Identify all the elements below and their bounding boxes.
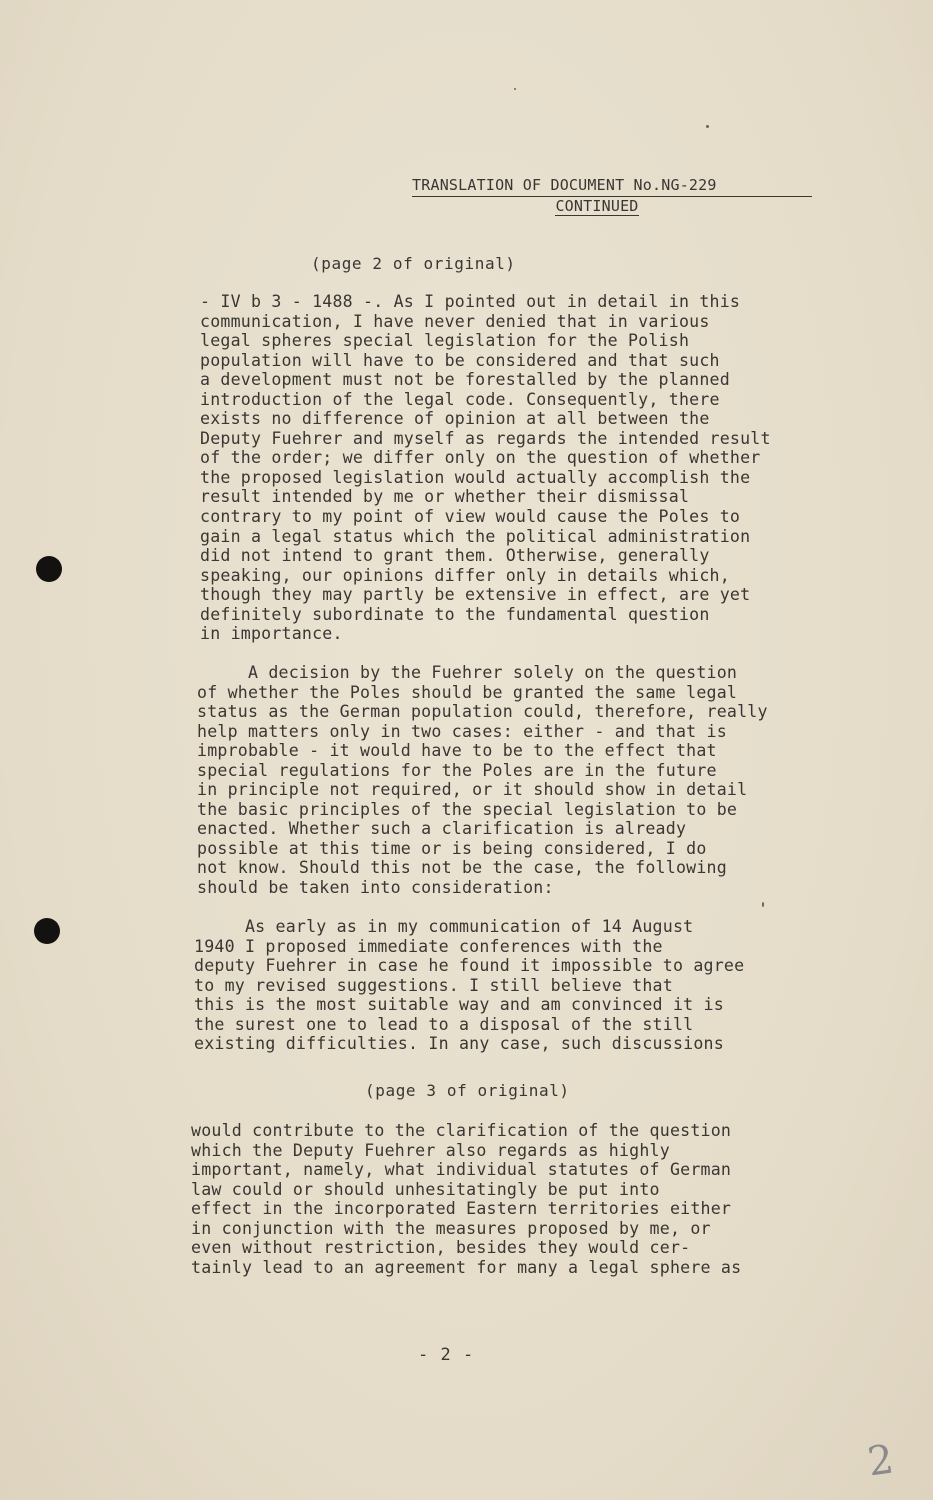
- text-line: possible at this time or is being considered, I do: [197, 838, 707, 858]
- text-line: tainly lead to an agreement for many a legal sphere as: [191, 1257, 742, 1277]
- page-reference-3: (page 3 of original): [365, 1081, 570, 1100]
- header-subtitle-wrap: [412, 197, 812, 216]
- paragraph-2: [197, 663, 768, 898]
- text-line: in importance.: [200, 624, 343, 644]
- punch-hole-top: [36, 556, 62, 582]
- text-line: not know. Should this not be the case, the following: [197, 858, 727, 878]
- text-line: population will have to be considered and that such: [200, 350, 720, 370]
- text-line: a development must not be forestalled by the planned: [200, 370, 730, 390]
- text-line: deputy Fuehrer in case he found it impossible to agree: [194, 956, 745, 976]
- text-line: in principle not required, or it should show in detail: [197, 780, 748, 800]
- document-header: [412, 176, 812, 216]
- text-line: even without restriction, besides they would cer-: [191, 1238, 691, 1258]
- header-title: TRANSLATION OF DOCUMENT No.NG-229: [412, 176, 812, 197]
- ink-speck: [514, 88, 516, 90]
- text-line: though they may partly be extensive in effect, are yet: [200, 585, 751, 605]
- text-line: of whether the Poles should be granted the same legal: [197, 682, 738, 702]
- punch-hole-bottom: [34, 918, 60, 944]
- paragraph-1: [200, 292, 771, 644]
- text-line: result intended by me or whether their dismissal: [200, 487, 690, 507]
- text-line: 1940 I proposed immediate conferences with the: [194, 936, 663, 956]
- text-line: to my revised suggestions. I still believe that: [194, 975, 673, 995]
- text-line: the proposed legislation would actually accomplish the: [200, 467, 751, 487]
- text-line: status as the German population could, therefore, really: [197, 702, 768, 722]
- text-line: would contribute to the clarification of the question: [191, 1121, 732, 1140]
- header-subtitle: CONTINUED: [555, 197, 639, 215]
- text-line: A decision by the Fuehrer solely on the question: [197, 663, 738, 682]
- text-line: this is the most suitable way and am convinced it is: [194, 995, 724, 1015]
- text-line: did not intend to grant them. Otherwise, generally: [200, 546, 710, 566]
- text-line: should be taken into consideration:: [197, 878, 554, 898]
- text-line: introduction of the legal code. Consequently, there: [200, 389, 720, 409]
- text-line: legal spheres special legislation for the Polish: [200, 331, 690, 351]
- text-line: speaking, our opinions differ only in details which,: [200, 565, 730, 585]
- text-line: improbable - it would have to be to the effect that: [197, 741, 717, 761]
- text-line: contrary to my point of view would cause the Poles to: [200, 507, 741, 527]
- text-line: important, namely, what individual statutes of German: [191, 1160, 732, 1180]
- handwritten-page-number: 2: [864, 1436, 897, 1486]
- text-line: which the Deputy Fuehrer also regards as highly: [191, 1140, 670, 1160]
- text-line: As early as in my communication of 14 August: [194, 917, 694, 936]
- text-line: effect in the incorporated Eastern territories either: [191, 1199, 732, 1219]
- text-line: existing difficulties. In any case, such discussions: [194, 1034, 724, 1054]
- ink-speck: [762, 902, 764, 907]
- text-line: the surest one to lead to a disposal of the still: [194, 1014, 694, 1034]
- text-line: Deputy Fuehrer and myself as regards the intended result: [200, 428, 771, 448]
- text-line: gain a legal status which the political administration: [200, 526, 751, 546]
- text-line: definitely subordinate to the fundamental question: [200, 604, 710, 624]
- text-line: enacted. Whether such a clarification is already: [197, 819, 687, 839]
- ink-speck: [706, 125, 709, 128]
- text-line: exists no difference of opinion at all between the: [200, 409, 710, 429]
- text-line: - IV b 3 - 1488 -. As I pointed out in detail in this: [200, 292, 741, 311]
- text-line: the basic principles of the special legislation to be: [197, 799, 738, 819]
- text-line: special regulations for the Poles are in the future: [197, 760, 717, 780]
- paragraph-3: [194, 917, 744, 1054]
- page-number: - 2 -: [418, 1345, 475, 1365]
- text-line: in conjunction with the measures proposed by me, or: [191, 1218, 711, 1238]
- page-reference-2: (page 2 of original): [311, 254, 516, 273]
- text-line: help matters only in two cases: either - and that is: [197, 721, 727, 741]
- paragraph-4: [191, 1121, 741, 1277]
- text-line: law could or should unhesitatingly be put into: [191, 1179, 660, 1199]
- text-line: of the order; we differ only on the question of whether: [200, 448, 761, 468]
- text-line: communication, I have never denied that in various: [200, 311, 710, 331]
